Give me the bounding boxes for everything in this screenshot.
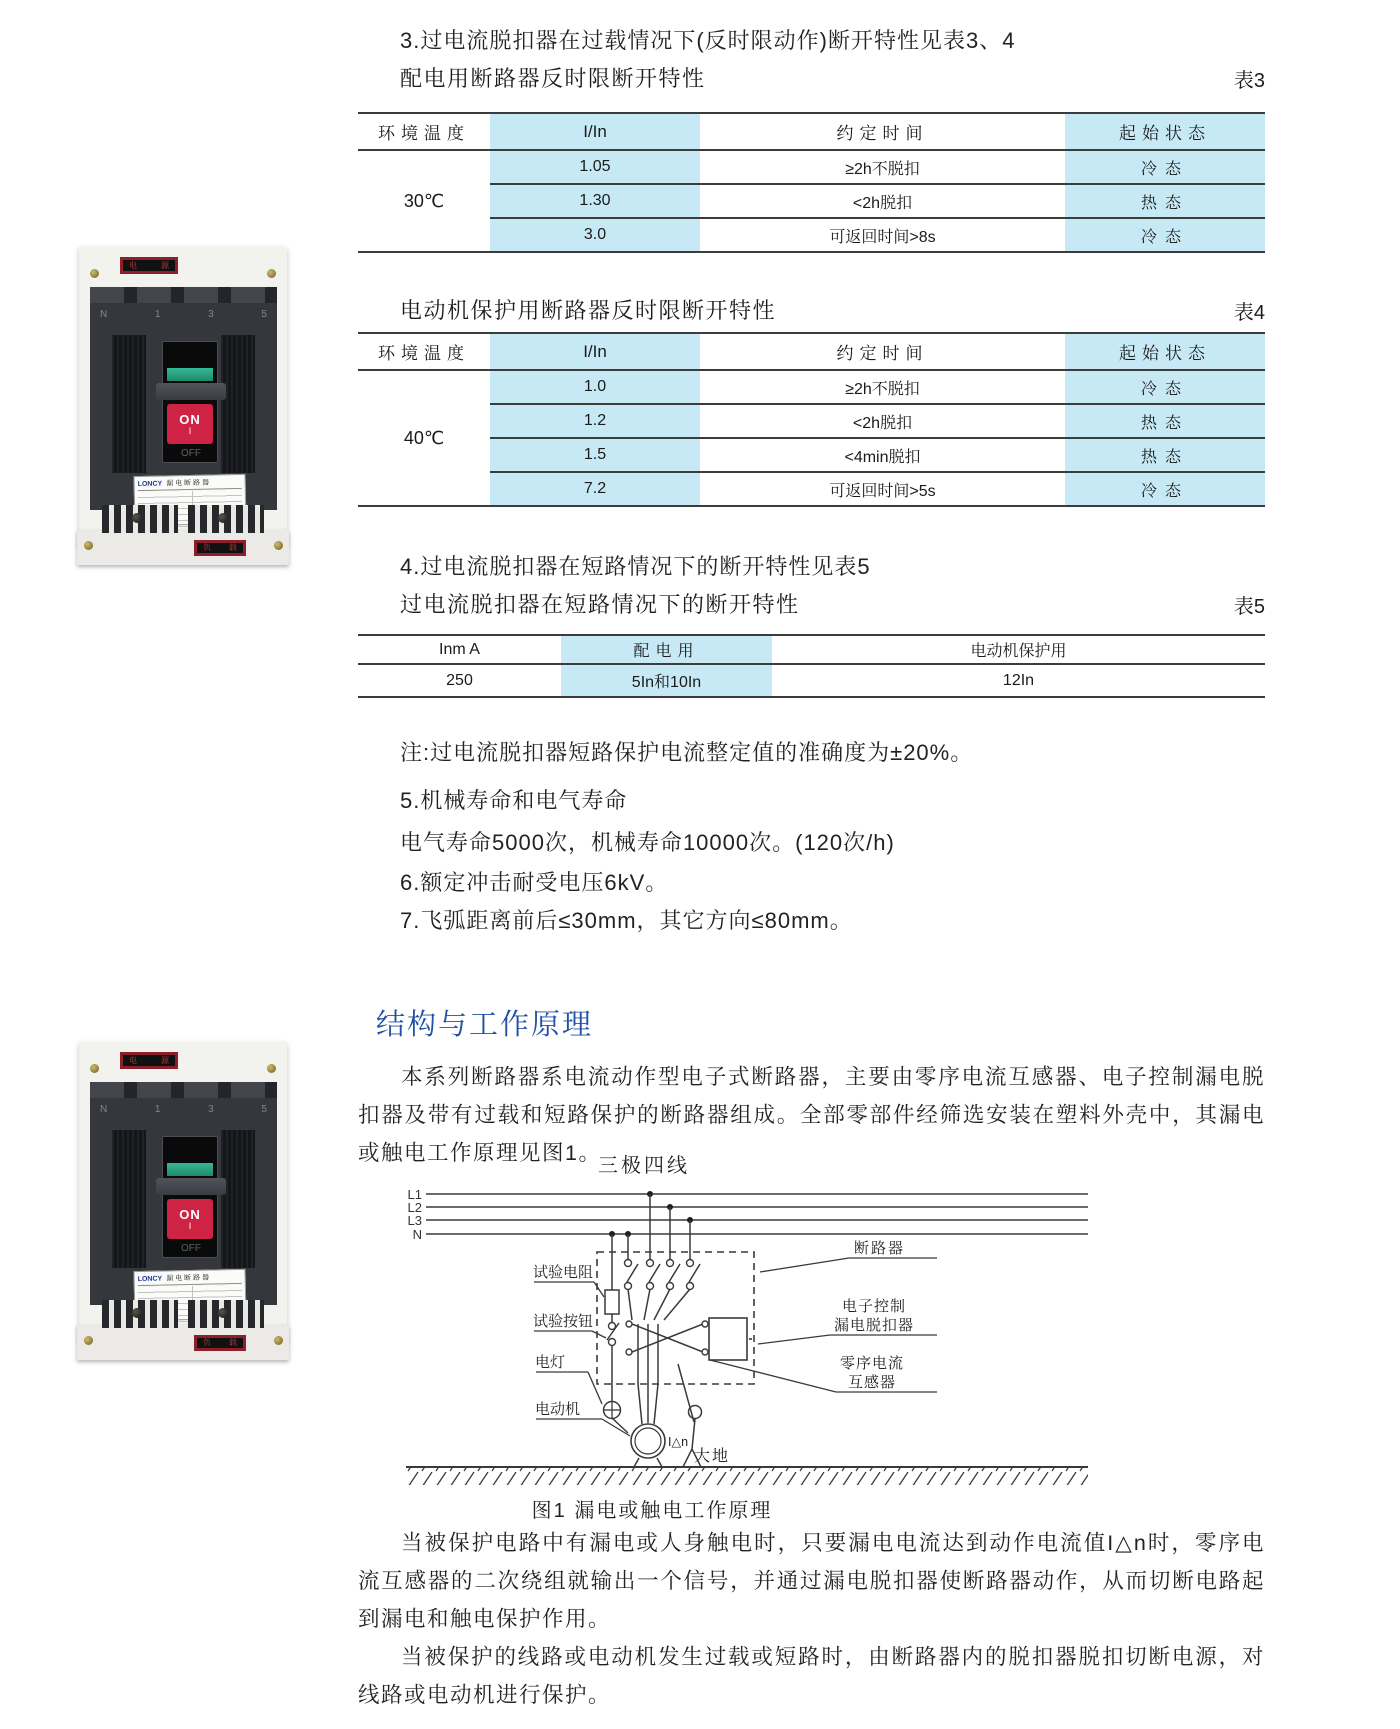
figure-1-diagram [392,1152,1092,1527]
screw-icon [267,1064,276,1073]
table4 [358,332,1265,507]
table3-tag: 表3 [1233,70,1265,92]
screw-icon [274,1336,283,1345]
control-unit-symbol [709,1318,747,1360]
screw-icon [267,269,276,278]
paragraph-3: 当被保护的线路或电动机发生过载或短路时，由断路器内的脱扣器脱扣切断电源，对线路或电动机进行保护。 [358,1645,1265,1707]
load-badge [194,1335,246,1351]
pole-mark: 5 [261,309,267,320]
table-row [358,150,1265,184]
badge-char: 源 [161,1055,169,1065]
line-label-n: N [412,1227,422,1242]
table5-wrap [358,634,1265,698]
badge-char: 载 [229,543,237,552]
on-label: ON [179,1207,201,1222]
table-header-row [358,333,1265,370]
pole-mark: 5 [261,1104,267,1115]
table5-title: 过电流脱扣器在短路情况下的断开特性 [400,592,800,617]
col-header: 约定时间 [700,113,1065,150]
label-title: 漏电断路器 [166,1274,212,1283]
terminal-screw-icon [132,1308,142,1318]
cell: ≥2h不脱扣 [845,380,920,398]
table3-title: 配电用断路器反时限断开特性 [400,66,706,91]
badge-char: 载 [229,1338,237,1347]
col-header: 约定时间 [700,333,1065,370]
cell: 冷态 [1065,150,1265,184]
test-button-label: 试验按钮 [533,1313,594,1330]
note-text: 注:过电流脱扣器短路保护电流整定值的准确度为±20%。 [400,740,974,765]
col-header: 环境温度 [358,333,490,370]
item5-text: 5.机械寿命和电气寿命 [400,788,628,813]
terminal-strip [90,287,277,303]
item6-text: 6.额定冲击耐受电压6kV。 [400,870,669,895]
table-header-row [358,113,1265,150]
item4-text: 4.过电流脱扣器在短路情况下的断开特性见表5 [400,554,871,579]
vent-panel [221,335,255,473]
switch-handle[interactable] [156,383,226,400]
cell: 冷态 [1065,370,1265,404]
tap-dots [609,1191,693,1237]
cell: 1.05 [490,150,700,184]
table-row [358,184,1265,218]
table3-title-row [358,62,1265,93]
vent-panel [112,335,146,473]
cell: 1.5 [490,438,700,472]
control-label-2: 漏电脱扣器 [834,1317,915,1334]
test-button-symbol [607,1323,619,1346]
on-sub-label: I [188,1221,192,1231]
badge-char: 电 [129,1055,137,1065]
table-row [358,370,1265,404]
cell: 可返回时间>5s [700,472,1065,506]
table-row [358,218,1265,252]
table4-title-row [358,294,1265,325]
pole-mark: N [100,1104,108,1115]
vent-panel [112,1130,146,1268]
table-row [358,472,1265,506]
table4-tag: 表4 [1233,302,1265,324]
cell: 5In和10In [561,664,772,697]
screw-icon [84,1336,93,1345]
terminal-screw-icon [218,513,228,523]
breaker-body [90,1082,277,1305]
on-button[interactable] [167,404,213,444]
col-header: I/In [490,333,700,370]
power-badge [120,257,178,274]
item7-text: 7.飞弧距离前后≤30mm，其它方向≤80mm。 [400,908,853,933]
item5-detail-text: 电气寿命5000次，机械寿命10000次。(120次/h) [400,830,895,855]
breaker-base [77,530,289,565]
trip-indicator [167,368,213,381]
diagram-title: 三极四线 [598,1155,690,1177]
cell: 热态 [1065,404,1265,438]
line-label-l1: L1 [407,1187,422,1202]
figure-caption: 图1 漏电或触电工作原理 [531,1500,773,1522]
on-sub-label: I [188,426,192,436]
table-row [358,664,1265,697]
table5-title-row [358,588,1265,619]
col-header: 电动机保护用 [772,635,1265,664]
table4-wrap [358,332,1265,507]
power-badge [120,1052,178,1069]
table3-wrap [358,112,1265,253]
table3 [358,112,1265,253]
col-header: 起始状态 [1065,113,1265,150]
circuit-schematic [392,1152,1092,1497]
trip-indicator [167,1163,213,1176]
test-resistor-symbol [605,1290,619,1314]
lamp-label: 电灯 [535,1354,566,1371]
off-label: OFF [181,1243,201,1254]
paragraph-2: 当被保护电路中有漏电或人身触电时，只要漏电电流达到动作电流值I△n时，零序电流互感器的二次绕组就输出一个信号，并通过漏电脱扣器使断路器动作，从而切断电路起到漏电和触电保护作用。 [358,1531,1265,1631]
badge-char: 电 [129,260,137,270]
terminal-screw-icon [132,513,142,523]
breaker-label: 断路器 [854,1240,906,1257]
ground-label: 大地 [694,1448,731,1465]
ground-hatch [406,1468,1088,1485]
cell: 冷态 [1065,472,1265,506]
cell: 3.0 [490,218,700,252]
pole-mark: 1 [154,309,161,320]
paragraph-1: 本系列断路器系电流动作型电子式断路器，主要由零序电流互感器、电子控制漏电脱扣器及带有过载和短路保护的断路器组成。全部零部件经筛选安装在塑料外壳中，其漏电或触电工作原理见图1。 [358,1065,1265,1165]
temp-cell: 40℃ [403,427,445,448]
bus-lines [426,1194,1088,1234]
ct-label-2: 互感器 [848,1374,897,1391]
cell: 12In [1002,671,1035,689]
cell: 热态 [1065,184,1265,218]
switch-recess [162,1136,218,1258]
switch-recess [162,341,218,463]
cell: 1.0 [490,370,700,404]
cell: 可返回时间>8s [700,218,1065,252]
table-row [358,404,1265,438]
pole-marks [100,1104,267,1115]
breaker-base [77,1325,289,1360]
product-photo-1 [76,247,291,565]
section-heading: 结构与工作原理 [376,1009,594,1041]
control-label-1: 电子控制 [842,1298,907,1315]
brand-text: LONCY [137,1275,163,1284]
table-header-row [358,635,1265,664]
col-header: I/In [490,113,700,150]
on-button[interactable] [167,1199,213,1239]
screw-icon [274,541,283,550]
cell: 热态 [1065,438,1265,472]
load-badge [194,540,246,556]
cell: 7.2 [490,472,700,506]
col-header: 配电用 [561,635,772,664]
label-title: 漏电断路器 [166,479,212,488]
badge-char: 源 [161,260,169,270]
line-label-l2: L2 [407,1200,422,1215]
pole-mark: 1 [154,1104,161,1115]
item3-text: 3.过电流脱扣器在过载情况下(反时限动作)断开特性见表3、4 [400,28,1016,53]
terminal-strip [90,1082,277,1098]
line-label-l3: L3 [407,1213,422,1228]
right-labels [834,1240,914,1391]
badge-char: 负 [203,543,211,552]
cell: <2h脱扣 [700,404,1065,438]
pole-mark: 3 [208,309,214,320]
screw-icon [90,269,99,278]
pole-marks [100,309,267,320]
on-label: ON [179,412,201,427]
breaker-body [90,287,277,510]
cell: <4min脱扣 [700,438,1065,472]
motor-label: 电动机 [535,1401,581,1418]
pole-mark: N [100,309,108,320]
cell: <2h脱扣 [700,184,1065,218]
col-header: 环境温度 [358,113,490,150]
table5-tag: 表5 [1233,596,1265,618]
screw-icon [84,541,93,550]
lamp-symbol [604,1402,621,1419]
motor-symbol [631,1424,665,1458]
col-header: 起始状态 [1065,333,1265,370]
cell: 1.2 [490,404,700,438]
table-row [358,438,1265,472]
cell: ≥2h不脱扣 [845,160,920,178]
badge-char: 负 [203,1338,211,1347]
product-photo-2 [76,1042,291,1360]
bus-labels [408,1187,422,1242]
pole-mark: 3 [208,1104,214,1115]
left-labels [533,1263,593,1418]
residual-current-label: I△n [668,1435,689,1449]
switch-terminals [625,1260,709,1356]
terminal-screw-icon [218,1308,228,1318]
cell: 1.30 [490,184,700,218]
cell: 冷态 [1065,218,1265,252]
ct-label-1: 零序电流 [840,1355,905,1372]
temp-cell: 30℃ [403,190,445,211]
test-resistor-label: 试验电阻 [533,1264,594,1281]
col-header: Inm A [358,635,561,664]
brand-text: LONCY [137,480,163,489]
off-label: OFF [181,448,201,459]
cell: 250 [446,671,473,689]
screw-icon [90,1064,99,1073]
switch-handle[interactable] [156,1178,226,1195]
table5 [358,634,1265,698]
table4-title: 电动机保护用断路器反时限断开特性 [400,298,777,323]
vent-panel [221,1130,255,1268]
